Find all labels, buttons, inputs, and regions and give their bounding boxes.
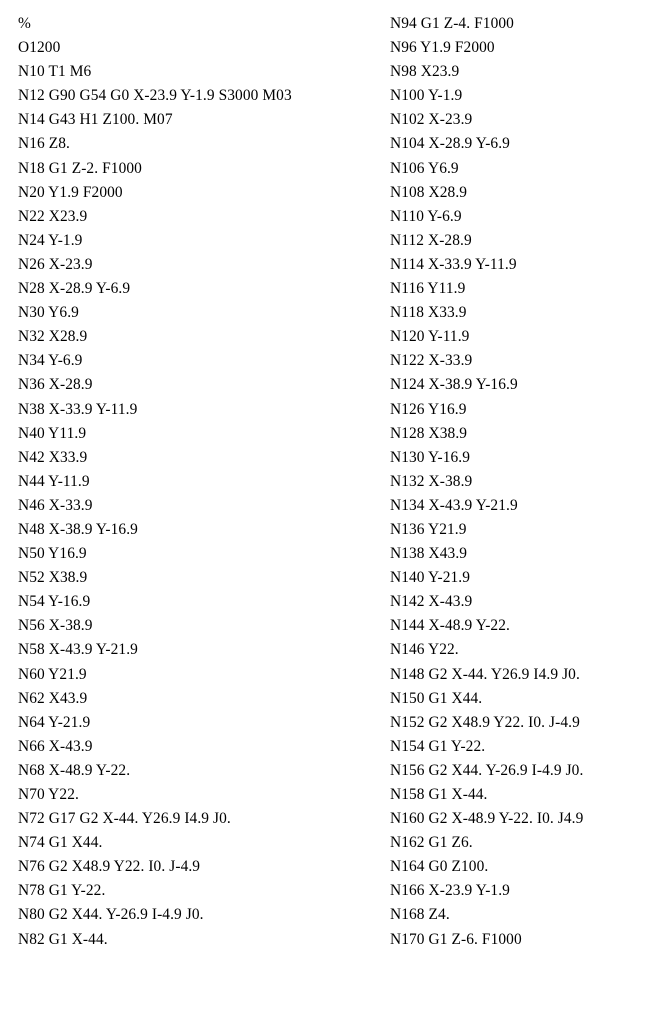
program-line: N66 X-43.9 [18,737,93,755]
program-line: N82 G1 X-44. [18,930,108,948]
program-line: N140 Y-21.9 [390,569,471,587]
program-line: N128 X38.9 [390,424,468,442]
program-line: N136 Y21.9 [390,520,467,538]
program-line: N96 Y1.9 F2000 [390,39,495,57]
program-line: N34 Y-6.9 [18,352,83,370]
program-line: N154 G1 Y-22. [390,737,486,755]
program-line: N42 X33.9 [18,448,88,466]
program-line: N48 X-38.9 Y-16.9 [18,520,138,538]
program-line: N150 G1 X44. [390,689,483,707]
program-line: N46 X-33.9 [18,496,93,514]
program-line: N124 X-38.9 Y-16.9 [390,376,518,394]
program-line: % [18,15,31,32]
program-line: N160 G2 X-48.9 Y-22. I0. J4.9 [390,810,584,828]
program-line: N24 Y-1.9 [18,231,83,249]
program-line: N112 X-28.9 [390,231,472,249]
program-line: N26 X-23.9 [18,255,93,273]
program-line: N170 G1 Z-6. F1000 [390,930,522,948]
program-line: N132 X-38.9 [390,472,473,490]
program-line: N68 X-48.9 Y-22. [18,761,131,779]
program-line: N116 Y11.9 [390,280,466,298]
program-line: N126 Y16.9 [390,400,467,418]
program-line: N36 X-28.9 [18,376,93,394]
program-line: N146 Y22. [390,641,459,659]
program-line: N134 X-43.9 Y-21.9 [390,496,518,514]
program-line: N58 X-43.9 Y-21.9 [18,641,138,659]
program-line: N20 Y1.9 F2000 [18,183,123,201]
program-line: N44 Y-11.9 [18,472,90,490]
program-line: N30 Y6.9 [18,304,79,322]
program-line: N148 G2 X-44. Y26.9 I4.9 J0. [390,665,580,683]
program-line: N38 X-33.9 Y-11.9 [18,400,138,418]
program-line: N106 Y6.9 [390,159,459,177]
program-line: N50 Y16.9 [18,545,87,563]
program-line: N144 X-48.9 Y-22. [390,617,510,635]
program-line: N104 X-28.9 Y-6.9 [390,135,510,153]
program-line: N52 X38.9 [18,569,88,587]
program-line: N110 Y-6.9 [390,207,462,225]
program-line: N64 Y-21.9 [18,713,91,731]
program-line: N158 G1 X-44. [390,786,488,803]
program-line: N54 Y-16.9 [18,593,91,611]
program-line: N72 G17 G2 X-44. Y26.9 I4.9 J0. [18,810,231,828]
program-line: N40 Y11.9 [18,424,87,442]
program-line: N102 X-23.9 [390,111,473,129]
program-line: N168 Z4. [390,906,450,924]
program-line: N12 G90 G54 G0 X-23.9 Y-1.9 S3000 M03 [18,87,292,105]
program-line: N162 G1 Z6. [390,834,473,852]
program-line: N78 G1 Y-22. [18,882,106,900]
program-line: N164 G0 Z100. [390,858,489,876]
program-line: O1200 [18,39,61,57]
program-line: N18 G1 Z-2. F1000 [18,159,142,177]
program-line: N16 Z8. [18,135,70,153]
program-line: N142 X-43.9 [390,593,473,611]
program-line: N120 Y-11.9 [390,328,470,346]
program-line: N70 Y22. [18,786,79,803]
program-line: N130 Y-16.9 [390,448,471,466]
program-line: N166 X-23.9 Y-1.9 [390,882,510,900]
program-line: N28 X-28.9 Y-6.9 [18,280,131,298]
program-line: N56 X-38.9 [18,617,93,635]
program-line: N114 X-33.9 Y-11.9 [390,255,517,273]
program-line: N138 X43.9 [390,545,468,563]
program-line: N152 G2 X48.9 Y22. I0. J-4.9 [390,713,580,731]
program-line: N10 T1 M6 [18,63,92,81]
program-line: N76 G2 X48.9 Y22. I0. J-4.9 [18,858,201,876]
program-column-right [390,12,640,952]
program-line: N108 X28.9 [390,183,468,201]
program-line: N60 Y21.9 [18,665,87,683]
program-line: N80 G2 X44. Y-26.9 I-4.9 J0. [18,906,204,924]
program-line: N62 X43.9 [18,689,88,707]
program-column-left [18,12,378,952]
program-line: N94 G1 Z-4. F1000 [390,15,514,32]
program-line: N74 G1 X44. [18,834,103,852]
program-line: N122 X-33.9 [390,352,473,370]
program-line: N100 Y-1.9 [390,87,463,105]
program-line: N98 X23.9 [390,63,460,81]
program-line: N14 G43 H1 Z100. M07 [18,111,173,129]
program-line: N32 X28.9 [18,328,88,346]
program-line: N118 X33.9 [390,304,467,322]
program-line: N156 G2 X44. Y-26.9 I-4.9 J0. [390,761,584,779]
program-line: N22 X23.9 [18,207,88,225]
